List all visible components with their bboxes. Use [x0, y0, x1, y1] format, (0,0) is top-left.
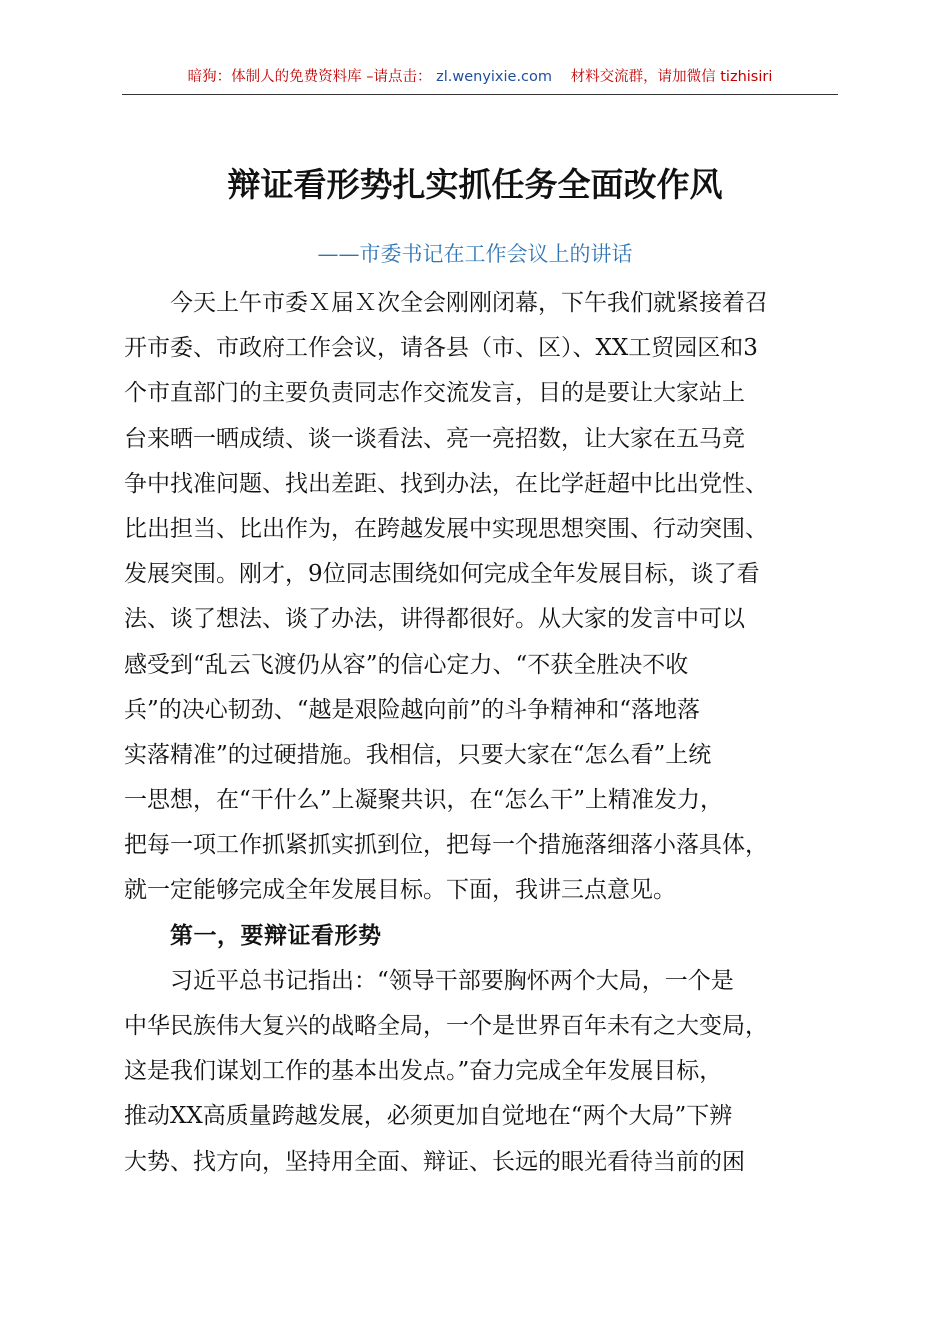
paragraph-line: 一思想，在“干什么”上凝聚共识，在“怎么干”上精准发力， [124, 787, 724, 814]
paragraph-line: 个市直部门的主要负责同志作交流发言，目的是要让大家站上 [124, 380, 745, 407]
paragraph-line: 实落精准”的过硬措施。我相信，只要大家在“怎么看”上统 [124, 741, 712, 768]
page-header [122, 66, 838, 95]
header-prompt: –请点击： [366, 69, 432, 85]
paragraph-line: 感受到“乱云飞渡仍从容”的信心定力、“不获全胜决不收 [124, 651, 689, 678]
paragraph-line: 比出担当、比出作为，在跨越发展中实现思想突围、行动突围、 [124, 515, 768, 542]
paragraph-line: 开市委、市政府工作会议，请各县（市、区）、XX工贸园区和3 [124, 335, 758, 362]
section-heading: 第一，要辩证看形势 [170, 922, 382, 949]
paragraph-line: 推动XX高质量跨越发展，必须更加自觉地在“两个大局”下辨 [124, 1103, 733, 1130]
paragraph-line: 就一定能够完成全年发展目标。下面，我讲三点意见。 [124, 877, 676, 904]
paragraph-line: 习近平总书记指出：“领导干部要胸怀两个大局，一个是 [170, 967, 734, 994]
paragraph-line: 今天上午市委Ｘ届Ｘ次全会刚刚闭幕，下午我们就紧接着召 [170, 290, 768, 316]
paragraph-line: 兵”的决心韧劲、“越是艰险越向前”的斗争精神和“落地落 [124, 696, 701, 723]
document-title: 辩证看形势扎实抓任务全面改作风 [227, 165, 723, 204]
paragraph-line: 台来晒一晒成绩、谈一谈看法、亮一亮招数，让大家在五马竞 [124, 425, 745, 452]
document-subtitle: ——市委书记在工作会议上的讲话 [317, 242, 633, 266]
paragraph-line: 法、谈了想法、谈了办法，讲得都很好。从大家的发言中可以 [124, 606, 745, 633]
paragraph-line: 这是我们谋划工作的基本出发点。”奋力完成全年发展目标， [124, 1058, 723, 1085]
header-brand: 暗狗：体制人的免费资料库 [187, 69, 362, 85]
paragraph-line: 把每一项工作抓紧抓实抓到位，把每一个措施落细落小落具体， [124, 832, 768, 859]
header-url-link[interactable]: zl.wenyixie.com [436, 69, 553, 85]
paragraph-line: 中华民族伟大复兴的战略全局，一个是世界百年未有之大变局， [124, 1013, 768, 1039]
paragraph-line: 大势、找方向，坚持用全面、辩证、长远的眼光看待当前的困 [124, 1148, 745, 1175]
document-body [124, 281, 834, 1185]
paragraph-line: 发展突围。刚才，9位同志围绕如何完成全年发展目标，谈了看 [124, 561, 760, 588]
paragraph-line: 争中找准问题、找出差距、找到办法，在比学赶超中比出党性、 [124, 470, 768, 497]
header-contact: 材料交流群，请加微信 tizhisiri [570, 69, 773, 85]
